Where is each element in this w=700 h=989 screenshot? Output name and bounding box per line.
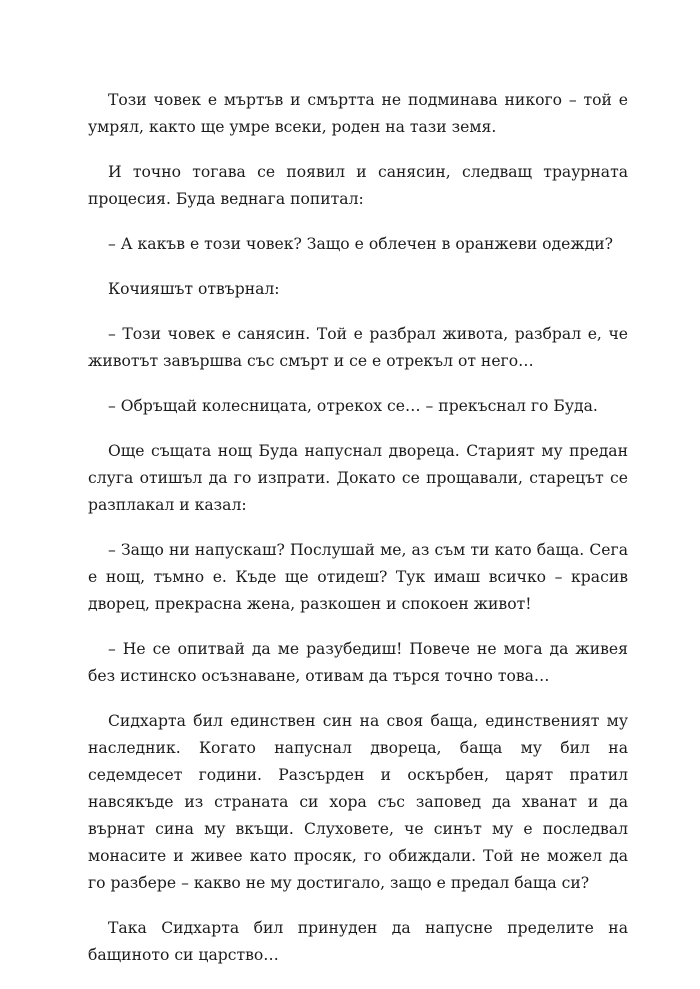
paragraph: Така Сидхарта бил принуден да напусне пределите на бащиното си царство… bbox=[88, 919, 628, 964]
paragraph: Този човек е мъртъв и смъртта не подминава никого – той е умрял, както ще умре всеки, роден на тази земя. bbox=[88, 91, 628, 136]
paragraph: И точно тогава се появил и санясин, следващ траурната процесия. Буда веднага попитал: bbox=[88, 163, 628, 208]
paragraph: – Този човек е санясин. Той е разбрал живота, разбрал е, че животът завършва със смърт и се е отрекъл от него… bbox=[88, 325, 628, 370]
paragraph: – Не се опитвай да ме разубедиш! Повече не мога да живея без истинско осъзнаване, отивам да търся точно това… bbox=[88, 640, 628, 685]
paragraph: – Защо ни напускаш? Послушай ме, аз съм ти като баща. Сега е нощ, тъмно е. Къде ще отидеш? Тук имаш всичко – красив дворец, прекрасна жена, разкошен и спокоен живот! bbox=[88, 541, 628, 613]
paragraph: Кочияшът отвърнал: bbox=[108, 280, 280, 298]
paragraph: – Обръщай колесницата, отрекох се… – прекъснал го Буда. bbox=[108, 397, 598, 415]
paragraph: Още същата нощ Буда напуснал двореца. Старият му предан слуга отишъл да го изпрати. Докато се прощавали, старецът се разплакал и казал: bbox=[88, 442, 628, 514]
paragraph: Сидхарта бил единствен син на своя баща, единственият му наследник. Когато напуснал двореца, баща му бил на седемдесет години. Разсърден и оскърбен, царят пратил навсякъде из страната си хора със заповед да хванат и да върнат сина му вкъщи. Слуховете, че синът му е последвал монасите и живее като просяк, го обиждали. Той не можел да го разбере – какво не му достигало, защо е предал баща си? bbox=[88, 712, 628, 892]
paragraph: – А какъв е този човек? Защо е облечен в оранжеви одежди? bbox=[108, 235, 614, 253]
body-text bbox=[88, 87, 628, 969]
